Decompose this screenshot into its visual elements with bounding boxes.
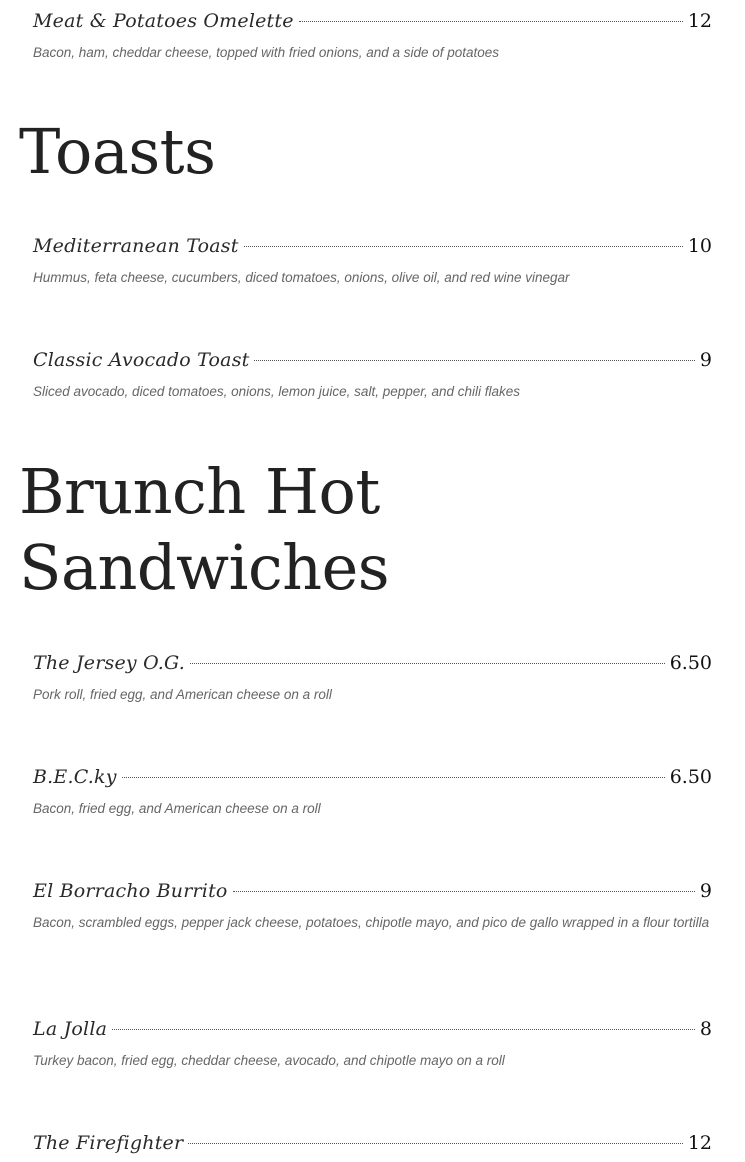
menu-item-price: 12 <box>687 10 712 32</box>
menu-item-header <box>33 880 712 910</box>
menu-item-price: 10 <box>687 235 712 257</box>
menu-item-price: 6.50 <box>669 766 712 788</box>
dotted-leader <box>112 1029 695 1030</box>
menu-item-name: El Borracho Burrito <box>33 880 228 902</box>
section-title-line: Sandwiches <box>19 531 390 604</box>
menu-item-price: 9 <box>699 880 712 902</box>
section-title-toasts: Toasts <box>19 115 216 188</box>
menu-item-header <box>33 349 712 379</box>
dotted-leader <box>244 246 683 247</box>
menu-item-description: Bacon, fried egg, and American cheese on a roll <box>33 801 321 816</box>
menu-item-header <box>33 235 712 265</box>
menu-item <box>33 235 712 290</box>
menu-item <box>33 652 712 707</box>
dotted-leader <box>122 777 665 778</box>
menu-item-name: B.E.C.ky <box>33 766 117 788</box>
menu-item-header <box>33 652 712 682</box>
menu-item <box>33 1018 712 1073</box>
menu-item-header <box>33 1018 712 1048</box>
menu-item-header <box>33 766 712 796</box>
menu-item-description: Bacon, scrambled eggs, pepper jack cheese, potatoes, chipotle mayo, and pico de gallo wrapped in a flour tortilla <box>33 915 710 930</box>
menu-item-name: Classic Avocado Toast <box>33 349 250 371</box>
menu-item-description: Sliced avocado, diced tomatoes, onions, lemon juice, salt, pepper, and chili flakes <box>33 384 521 399</box>
menu-item <box>33 880 712 935</box>
section-title-line: Brunch Hot <box>19 455 380 528</box>
dotted-leader <box>254 360 694 361</box>
menu-item-name: La Jolla <box>33 1018 108 1040</box>
menu-item-header <box>33 1132 712 1162</box>
menu-item-name: Meat & Potatoes Omelette <box>33 10 294 32</box>
menu-item-header <box>33 10 712 40</box>
menu-item-name: The Firefighter <box>33 1132 184 1154</box>
dotted-leader <box>233 891 695 892</box>
dotted-leader <box>299 21 683 22</box>
menu-item-price: 12 <box>687 1132 712 1154</box>
menu-item <box>33 766 712 821</box>
menu-item <box>33 349 712 404</box>
menu-item-name: Mediterranean Toast <box>33 235 239 257</box>
menu-item-price: 9 <box>699 349 712 371</box>
menu-item <box>33 1132 712 1162</box>
dotted-leader <box>188 1143 683 1144</box>
section-title-brunch-hot-sandwiches <box>19 454 389 606</box>
menu-item-description: Pork roll, fried egg, and American cheese on a roll <box>33 687 332 702</box>
menu-item-description: Bacon, ham, cheddar cheese, topped with fried onions, and a side of potatoes <box>33 45 500 60</box>
dotted-leader <box>190 663 665 664</box>
menu-item-price: 8 <box>699 1018 712 1040</box>
menu-item-description: Turkey bacon, fried egg, cheddar cheese, avocado, and chipotle mayo on a roll <box>33 1053 505 1068</box>
menu-item-price: 6.50 <box>669 652 712 674</box>
menu-item-name: The Jersey O.G. <box>33 652 185 674</box>
menu-item-description: Hummus, feta cheese, cucumbers, diced tomatoes, onions, olive oil, and red wine vinegar <box>33 270 570 285</box>
menu-item <box>33 10 712 65</box>
